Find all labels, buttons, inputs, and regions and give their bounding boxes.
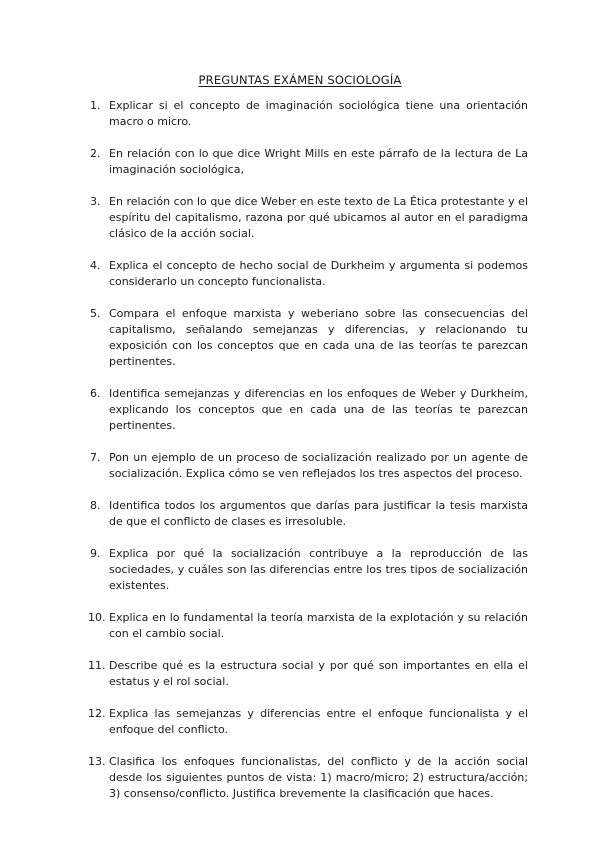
question-number: 2. <box>90 147 101 160</box>
question-item <box>90 706 528 738</box>
question-text: En relación con lo que dice Wright Mills en este párrafo de la lectura de La imaginación sociológica, <box>109 147 528 176</box>
question-number: 10. <box>88 611 106 624</box>
question-number: 11. <box>88 659 106 672</box>
question-list <box>90 98 528 818</box>
question-text: Explica las semejanzas y diferencias entre el enfoque funcionalista y el enfoque del conflicto. <box>109 707 528 736</box>
question-item <box>90 754 528 802</box>
question-text: Pon un ejemplo de un proceso de socialización realizado por un agente de socialización. Explica cómo se ven reflejados los tres aspectos del proceso. <box>109 451 528 480</box>
question-item <box>90 258 528 290</box>
question-text: Explica el concepto de hecho social de Durkheim y argumenta si podemos considerarlo un concepto funcionalista. <box>109 259 528 288</box>
question-text: Explicar si el concepto de imaginación sociológica tiene una orientación macro o micro. <box>109 99 528 128</box>
question-item <box>90 98 528 130</box>
question-number: 3. <box>90 195 101 208</box>
question-item <box>90 386 528 434</box>
document-title: PREGUNTAS EXÁMEN SOCIOLOGÍA <box>198 73 402 87</box>
question-number: 7. <box>90 451 101 464</box>
question-text: Identifica semejanzas y diferencias en los enfoques de Weber y Durkheim, explicando los conceptos que en cada una de las teorías te parezcan pertinentes. <box>109 387 528 432</box>
question-text: En relación con lo que dice Weber en este texto de La Ética protestante y el espíritu del capitalismo, razona por qué ubicamos al autor en el paradigma clásico de la acción social. <box>109 195 528 240</box>
question-item <box>90 146 528 178</box>
question-item <box>90 194 528 242</box>
question-item <box>90 450 528 482</box>
question-item <box>90 658 528 690</box>
question-item <box>90 306 528 370</box>
question-number: 9. <box>90 547 101 560</box>
question-text: Explica por qué la socialización contribuye a la reproducción de las sociedades, y cuáles son las diferencias entre los tres tipos de socialización existentes. <box>109 547 528 592</box>
question-number: 13. <box>88 755 106 768</box>
question-number: 5. <box>90 307 101 320</box>
question-text: Clasifica los enfoques funcionalistas, del conflicto y de la acción social desde los siguientes puntos de vista: 1) macro/micro; 2) estructura/acción; 3) consenso/conflicto. Justifica brevemente la clasificación que haces. <box>109 755 528 800</box>
question-text: Explica en lo fundamental la teoría marxista de la explotación y su relación con el cambio social. <box>109 611 528 640</box>
question-item <box>90 546 528 594</box>
question-number: 6. <box>90 387 101 400</box>
question-item <box>90 498 528 530</box>
question-number: 4. <box>90 259 101 272</box>
question-number: 1. <box>90 99 101 112</box>
question-number: 8. <box>90 499 101 512</box>
question-text: Identifica todos los argumentos que darías para justificar la tesis marxista de que el conflicto de clases es irresoluble. <box>109 499 528 528</box>
question-text: Describe qué es la estructura social y por qué son importantes en ella el estatus y el rol social. <box>109 659 528 688</box>
question-number: 12. <box>88 707 106 720</box>
question-text: Compara el enfoque marxista y weberiano sobre las consecuencias del capitalismo, señalando semejanzas y diferencias, y relacionando tu exposición con los conceptos que en cada una de las teorías te parezcan pertinentes. <box>109 307 528 368</box>
question-item <box>90 610 528 642</box>
